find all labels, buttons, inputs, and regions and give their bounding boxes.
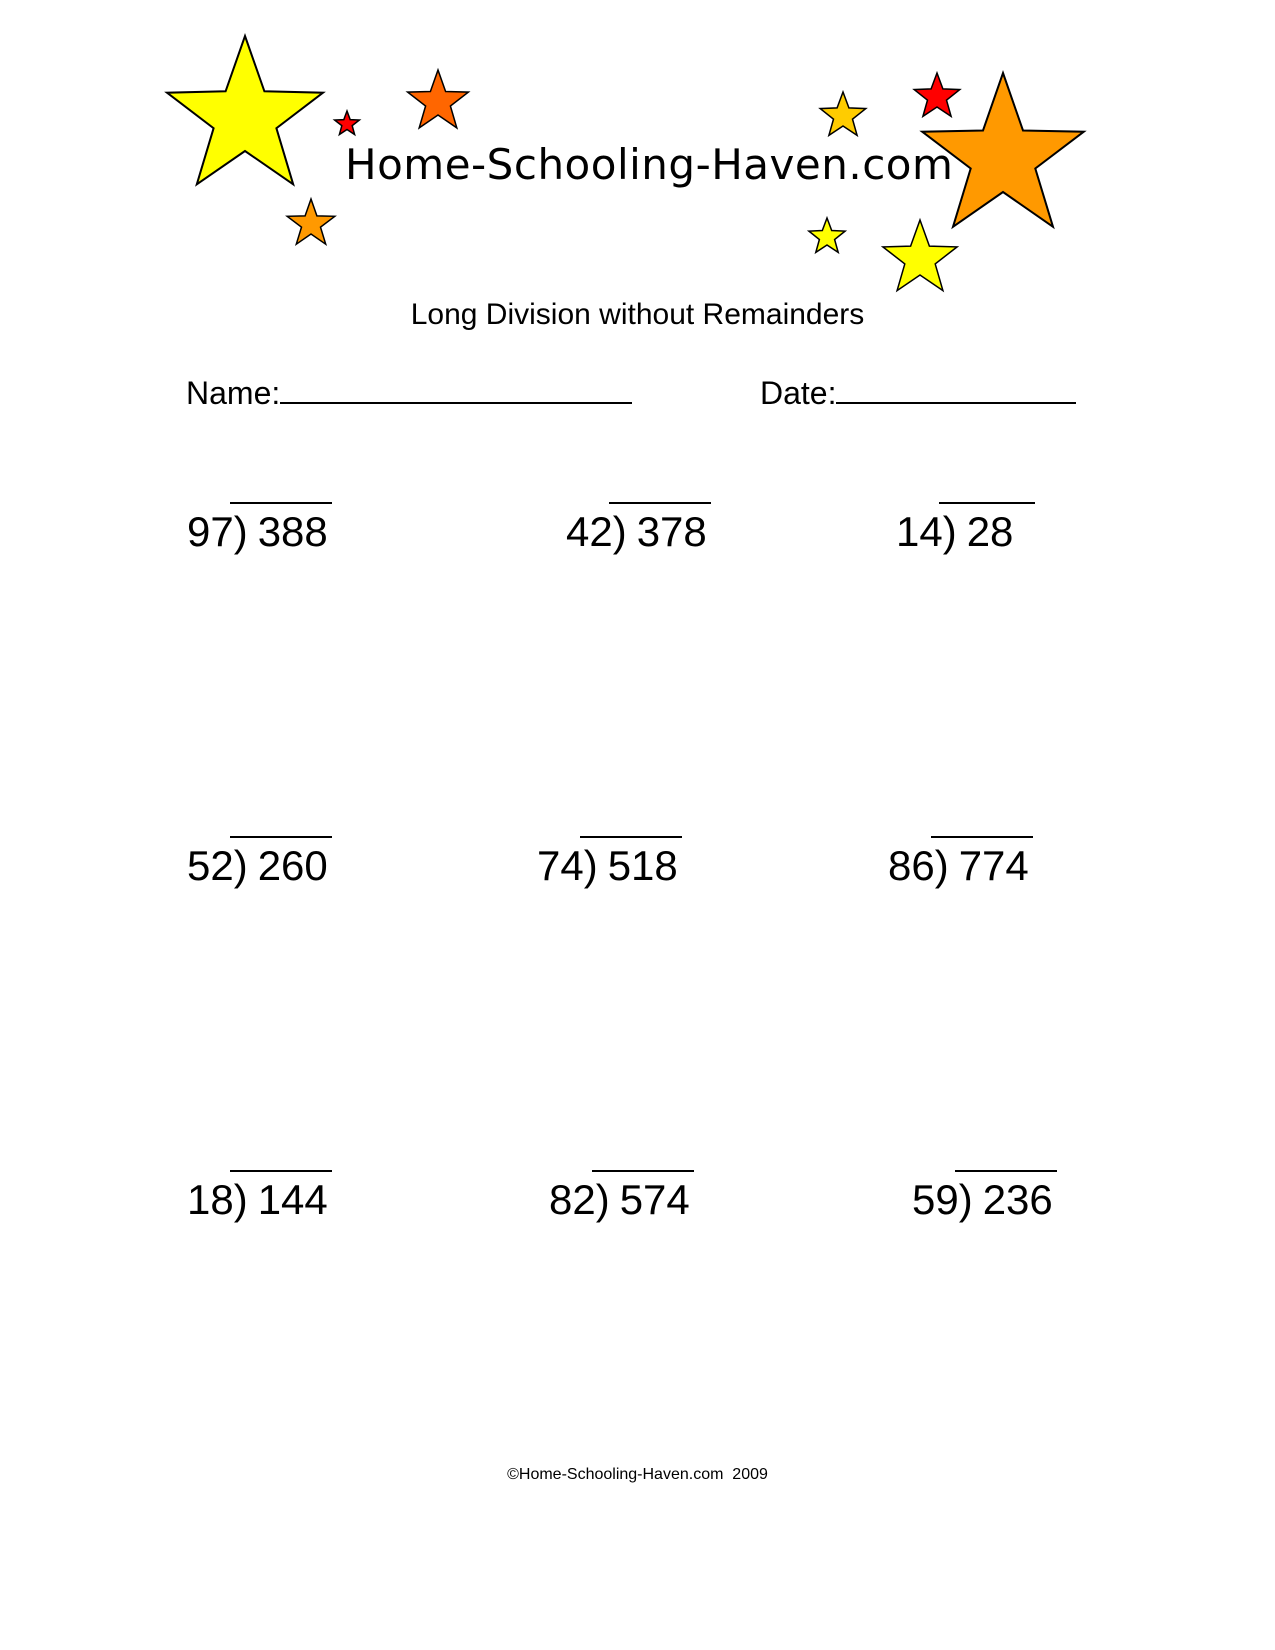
name-blank-line: [280, 372, 632, 404]
date-blank-line: [836, 372, 1076, 404]
divisor: 59): [912, 1176, 973, 1223]
copyright-footer: ©Home-Schooling-Haven.com 2009: [507, 1466, 768, 1483]
date-label: Date:: [760, 375, 837, 411]
divisor: 42): [566, 508, 627, 555]
division-problem: [549, 1176, 694, 1224]
star-icon: [914, 73, 960, 116]
divisor: 86): [888, 842, 949, 889]
star-icon: [335, 111, 360, 135]
division-problem: [187, 842, 332, 890]
divisor: 14): [896, 508, 957, 555]
star-icon: [809, 218, 845, 252]
division-problem: [187, 1176, 332, 1224]
dividend: 774: [949, 842, 1033, 890]
dividend: 260: [248, 842, 332, 890]
name-label: Name:: [186, 375, 281, 411]
division-problem: [888, 842, 1033, 890]
star-icon: [408, 70, 469, 128]
divisor: 97): [187, 508, 248, 555]
dividend: 518: [598, 842, 682, 890]
star-icon: [167, 36, 323, 184]
division-problem: [187, 508, 332, 556]
name-field: [186, 372, 632, 412]
dividend: 388: [248, 508, 332, 556]
dividend: 378: [627, 508, 711, 556]
divisor: 74): [537, 842, 598, 889]
divisor: 18): [187, 1176, 248, 1223]
dividend: 28: [957, 508, 1036, 556]
star-icon: [287, 199, 335, 244]
star-icon: [883, 220, 957, 291]
division-problem: [566, 508, 711, 556]
division-problem: [912, 1176, 1057, 1224]
divisor: 82): [549, 1176, 610, 1223]
header-banner: [0, 0, 1275, 300]
site-logo-text: Home-Schooling-Haven.com: [345, 140, 954, 189]
divisor: 52): [187, 842, 248, 889]
division-problem: [537, 842, 682, 890]
date-field: [760, 372, 1076, 412]
star-icon: [820, 92, 866, 135]
dividend: 574: [610, 1176, 694, 1224]
worksheet-title: Long Division without Remainders: [410, 298, 865, 331]
dividend: 236: [973, 1176, 1057, 1224]
division-problem: [896, 508, 1035, 556]
dividend: 144: [248, 1176, 332, 1224]
